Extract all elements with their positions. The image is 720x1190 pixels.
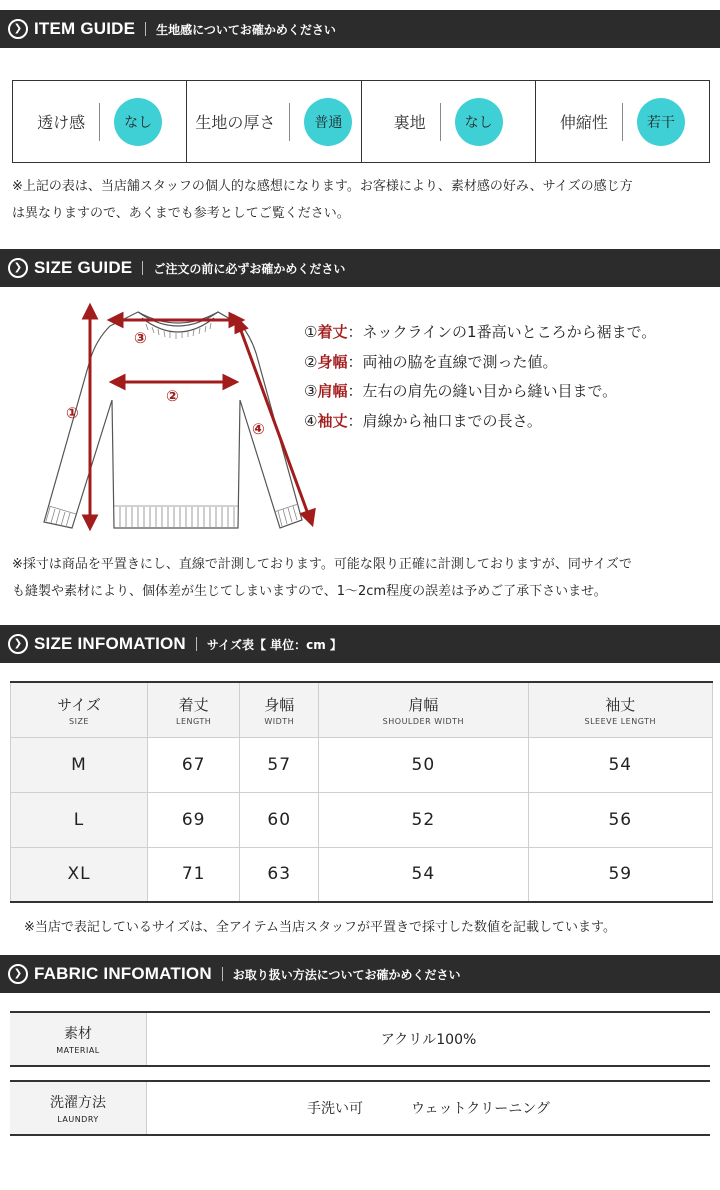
size-cell: L xyxy=(11,792,148,847)
divider xyxy=(145,22,146,36)
guide-value-badge: 普通 xyxy=(304,98,352,146)
measure-key: 袖丈 xyxy=(317,411,348,430)
diagram-label-1: ① xyxy=(66,404,79,422)
measure-item xyxy=(304,377,656,407)
sleeve-cell: 59 xyxy=(528,847,712,902)
guide-cell-lining xyxy=(362,81,536,162)
length-cell: 71 xyxy=(148,847,240,902)
size-info-note: ※当店で表記しているサイズは、全アイテム当店スタッフが平置きで採寸した数値を記載しています。 xyxy=(24,920,616,935)
column-header-jp: 肩幅 xyxy=(408,695,439,714)
column-header xyxy=(11,682,148,737)
label-en: MATERIAL xyxy=(56,1046,100,1055)
table-row xyxy=(11,737,713,792)
guide-value-badge: なし xyxy=(455,98,503,146)
material-value xyxy=(147,1013,710,1065)
note-line: ※上記の表は、当店舗スタッフの個人的な感想になります。お客様により、素材感の好み、サイズの感じ方 xyxy=(12,179,633,194)
column-header xyxy=(240,682,319,737)
chevron-right-icon: ❯ xyxy=(8,19,28,39)
measure-key: 着丈 xyxy=(317,323,348,341)
size-guide-header xyxy=(0,249,720,287)
section-subtitle: 生地感についてお確かめください xyxy=(156,22,336,37)
guide-label: 伸縮性 xyxy=(559,113,608,132)
section-title: FABRIC INFOMATION xyxy=(34,964,212,983)
guide-label: 裏地 xyxy=(393,113,426,132)
table-header-row xyxy=(11,682,713,737)
divider xyxy=(289,103,290,141)
diagram-label-2: ② xyxy=(166,387,179,405)
size-cell: XL xyxy=(11,847,148,902)
column-header-jp: サイズ xyxy=(57,695,101,714)
material-row xyxy=(10,1011,710,1067)
shoulder-cell: 54 xyxy=(319,847,528,902)
label-jp: 洗濯方法 xyxy=(50,1095,106,1111)
column-header-en: LENGTH xyxy=(176,716,212,726)
guide-label: 透け感 xyxy=(37,113,86,132)
chevron-right-icon: ❯ xyxy=(8,634,28,654)
fabric-info-header xyxy=(0,955,720,993)
note-line: は異なりますので、あくまでも参考としてご覧ください。 xyxy=(12,206,350,221)
measure-desc: ：ネックラインの1番高いところから裾まで。 xyxy=(347,323,657,341)
guide-label: 生地の厚さ xyxy=(195,113,276,132)
divider xyxy=(622,103,623,141)
column-header xyxy=(148,682,240,737)
measure-item xyxy=(304,348,656,378)
size-guide-note xyxy=(12,551,712,605)
section-title: SIZE INFOMATION xyxy=(34,634,186,653)
column-header-en: SIZE xyxy=(69,716,89,726)
measure-number: ② xyxy=(304,352,318,371)
guide-value-badge: 若干 xyxy=(637,98,685,146)
sweater-diagram xyxy=(28,300,328,540)
divider xyxy=(222,967,223,981)
length-cell: 67 xyxy=(148,737,240,792)
material-label xyxy=(10,1013,147,1065)
sleeve-cell: 56 xyxy=(528,792,712,847)
laundry-value xyxy=(147,1082,710,1134)
section-subtitle: ご注文の前に必ずお確かめください xyxy=(153,261,346,276)
laundry-label xyxy=(10,1082,147,1134)
column-header-jp: 身幅 xyxy=(264,695,295,714)
item-guide-table xyxy=(12,80,710,163)
shoulder-cell: 52 xyxy=(319,792,528,847)
section-subtitle: お取り扱い方法についてお確かめください xyxy=(232,967,461,982)
laundry-text: ウェットクリーニング xyxy=(411,1101,550,1117)
table-row xyxy=(11,792,713,847)
measure-desc: ：肩線から袖口までの長さ。 xyxy=(347,411,542,430)
material-text: アクリル100% xyxy=(380,1032,477,1048)
guide-cell-stretch xyxy=(536,81,709,162)
item-guide-header xyxy=(0,10,720,48)
measure-desc: ：両袖の脇を直線で測った値。 xyxy=(347,352,558,371)
section-title: SIZE GUIDE xyxy=(34,258,133,277)
note-line: ※採寸は商品を平置きにし、直線で計測しております。可能な限り正確に計測しておりますが、同サイズで xyxy=(12,557,632,572)
measure-item xyxy=(304,407,656,437)
size-table xyxy=(10,681,713,903)
width-cell: 57 xyxy=(240,737,319,792)
label-en: LAUNDRY xyxy=(57,1115,99,1124)
column-header-en: SHOULDER WIDTH xyxy=(382,716,465,726)
length-cell: 69 xyxy=(148,792,240,847)
column-header xyxy=(319,682,528,737)
column-header-en: SLEEVE LENGTH xyxy=(584,716,657,726)
measure-number: ③ xyxy=(304,382,318,400)
width-cell: 60 xyxy=(240,792,319,847)
divider xyxy=(196,637,197,651)
column-header-en: WIDTH xyxy=(264,716,295,726)
column-header xyxy=(528,682,712,737)
diagram-label-3: ③ xyxy=(134,329,147,347)
diagram-label-4: ④ xyxy=(252,420,265,438)
measure-desc: ：左右の肩先の縫い目から縫い目まで。 xyxy=(347,382,618,400)
guide-value-badge: なし xyxy=(114,98,162,146)
divider xyxy=(440,103,441,141)
divider xyxy=(99,103,100,141)
laundry-row xyxy=(10,1080,710,1136)
width-cell: 63 xyxy=(240,847,319,902)
sleeve-cell: 54 xyxy=(528,737,712,792)
guide-cell-thickness xyxy=(187,81,361,162)
measure-key: 身幅 xyxy=(317,352,348,371)
measure-list xyxy=(304,318,656,436)
section-subtitle: サイズ表【 単位：cm 】 xyxy=(206,637,342,652)
table-row xyxy=(11,847,713,902)
measure-number: ① xyxy=(304,323,318,341)
chevron-right-icon: ❯ xyxy=(8,258,28,278)
chevron-right-icon: ❯ xyxy=(8,964,28,984)
note-line: も縫製や素材により、個体差が生じてしまいますので、1〜2cm程度の誤差は予めご了承下さいませ。 xyxy=(12,584,607,599)
divider xyxy=(142,261,143,275)
item-guide-note xyxy=(12,173,712,227)
column-header-jp: 着丈 xyxy=(178,695,209,714)
measure-number: ④ xyxy=(304,411,318,430)
label-jp: 素材 xyxy=(64,1026,92,1042)
laundry-text: 手洗い可 xyxy=(307,1101,364,1117)
size-cell: M xyxy=(11,737,148,792)
section-title: ITEM GUIDE xyxy=(34,19,136,38)
shoulder-cell: 50 xyxy=(319,737,528,792)
size-info-header xyxy=(0,625,720,663)
column-header-jp: 袖丈 xyxy=(605,695,636,714)
measure-item xyxy=(304,318,656,348)
measure-key: 肩幅 xyxy=(317,382,348,400)
guide-cell-sheer xyxy=(13,81,187,162)
